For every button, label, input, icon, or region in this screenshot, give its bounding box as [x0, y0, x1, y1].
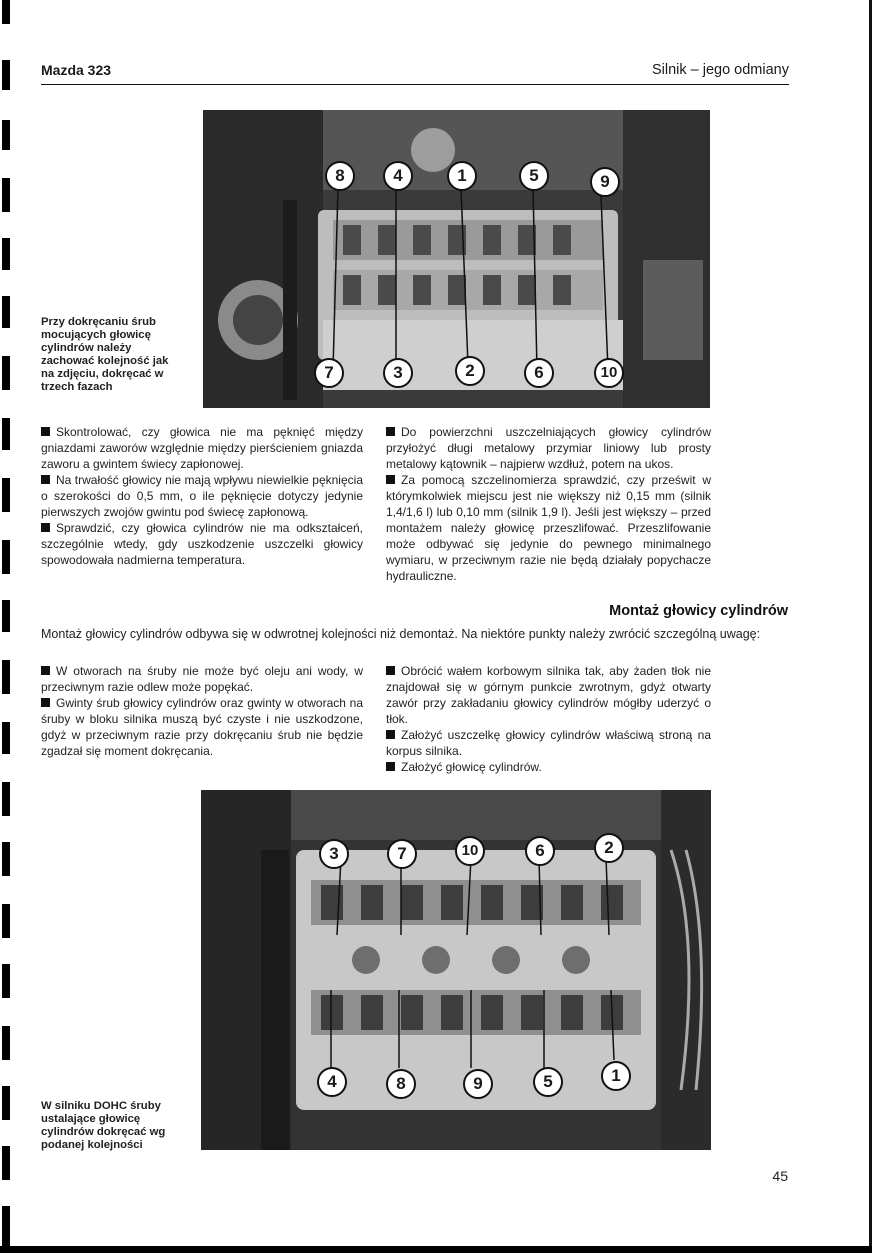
fig2-badge-top-4: 6: [525, 836, 555, 866]
fig1-badge-bottom-2: 3: [383, 358, 413, 388]
bullet-marker: [41, 475, 50, 484]
block1-right-p1: Do powierzchni uszczelniających głowicy cylindrów przyłożyć długi metalowy przymiar liniowy lub prosty metalowy kątownik – najpierw wzdłuż, potem na ukos.: [386, 425, 711, 471]
block1-left-column: [41, 424, 363, 568]
page-number: 45: [772, 1168, 788, 1184]
fig2-badge-top-3: 10: [455, 836, 485, 866]
bullet-marker: [386, 666, 395, 675]
fig1-badge-top-5: 9: [590, 167, 620, 197]
fig2-badge-bottom-5: 1: [601, 1061, 631, 1091]
fig1-badge-bottom-1: 7: [314, 358, 344, 388]
fig2-badge-bottom-3: 9: [463, 1069, 493, 1099]
section2-right-p1: Obrócić wałem korbowym silnika tak, aby żaden tłok nie znajdował się w górnym punkcie zwrotnym, gdyż otwarty zawór przy zakładaniu głowicy cylindrów mógłby uderzyć o tłok.: [386, 664, 711, 726]
figure1-caption: Przy dokręcaniu śrub mocujących głowicę cylindrów należy zachować kolejność jak na zdjęciu, dokręcać w trzech fazach: [41, 316, 169, 393]
fig2-badge-top-2: 7: [387, 839, 417, 869]
fig2-badge-bottom-4: 5: [533, 1067, 563, 1097]
fig1-badge-bottom-5: 10: [594, 358, 624, 388]
bullet-marker: [41, 666, 50, 675]
block1-right-column: [386, 424, 711, 584]
bullet-marker: [41, 523, 50, 532]
fig2-badge-bottom-2: 8: [386, 1069, 416, 1099]
section2-right-column: [386, 663, 711, 775]
bullet-marker: [41, 427, 50, 436]
section-heading: Montaż głowicy cylindrów: [609, 603, 788, 619]
bullet-marker: [386, 762, 395, 771]
fig1-badge-top-4: 5: [519, 161, 549, 191]
block1-left-p1: Skontrolować, czy głowica nie ma pęknięć między gniazdami zaworów względnie między pierścieniem gniazda zaworu a gwintem świecy zapłonowej.: [41, 425, 363, 471]
fig1-badge-bottom-4: 6: [524, 358, 554, 388]
figure2-caption: W silniku DOHC śruby ustalające głowicę cylindrów dokręcać wg podanej kolejności: [41, 1100, 166, 1151]
section-intro: Montaż głowicy cylindrów odbywa się w odwrotnej kolejności niż demontaż. Na niektóre punkty należy zwrócić szczególną uwagę:: [41, 627, 761, 641]
fig2-badge-bottom-1: 4: [317, 1067, 347, 1097]
fig1-badge-top-3: 1: [447, 161, 477, 191]
section2-left-p1: W otworach na śruby nie może być oleju ani wody, w przeciwnym razie odlew może popękać.: [41, 664, 363, 694]
section2-left-column: [41, 663, 363, 759]
bullet-marker: [386, 475, 395, 484]
section2-left-p2: Gwinty śrub głowicy cylindrów oraz gwinty w otworach na śruby w bloku silnika muszą być czyste i nie uszkodzone, gdyż w przeciwnym razie przy dokręcaniu śrub nie będzie zgadzał się moment dokręcania.: [41, 696, 363, 758]
binding-marks: [0, 0, 12, 1253]
fig2-badge-top-5: 2: [594, 833, 624, 863]
header-brand: Mazda 323: [41, 62, 112, 78]
block1-left-p2: Na trwałość głowicy nie mają wpływu niewielkie pęknięcia o szerokości do 0,5 mm, o ile pęknięcie dotyczy jedynie pierwszych zwojów gwintu pod świecę zapłonową.: [41, 473, 363, 519]
fig2-badge-top-1: 3: [319, 839, 349, 869]
section2-right-p2: Założyć uszczelkę głowicy cylindrów właściwą stroną na korpus silnika.: [386, 728, 711, 758]
page-header: [41, 60, 789, 85]
header-section: Silnik – jego odmiany: [651, 62, 789, 78]
block1-right-p2: Za pomocą szczelinomierza sprawdzić, czy prześwit w którymkolwiek miejscu jest nie większy niż 0,15 mm (silnik 1,4/1,6 l) lub 0,10 mm (silnik 1,9 l). Jeśli jest większy – przed montażem należy głowicę przeszlifować. Przeszlifowanie może odbywać się jedynie do pewnego minimalnego wymiaru, w przeciwnym razie nie będą działały popychacze hydrauliczne.: [386, 473, 711, 583]
section2-right-p3: Założyć głowicę cylindrów.: [386, 759, 711, 775]
fig1-badge-top-1: 8: [325, 161, 355, 191]
scan-bottom-bar: [0, 1246, 872, 1253]
block1-left-p3: Sprawdzić, czy głowica cylindrów nie ma odkształceń, szczególnie wtedy, gdy uszkodzenie uszczelki głowicy spowodowała nadmierna temperatura.: [41, 521, 363, 567]
fig1-badge-bottom-3: 2: [455, 356, 485, 386]
bullet-marker: [386, 427, 395, 436]
bullet-marker: [386, 730, 395, 739]
fig1-badge-top-2: 4: [383, 161, 413, 191]
bullet-marker: [41, 698, 50, 707]
